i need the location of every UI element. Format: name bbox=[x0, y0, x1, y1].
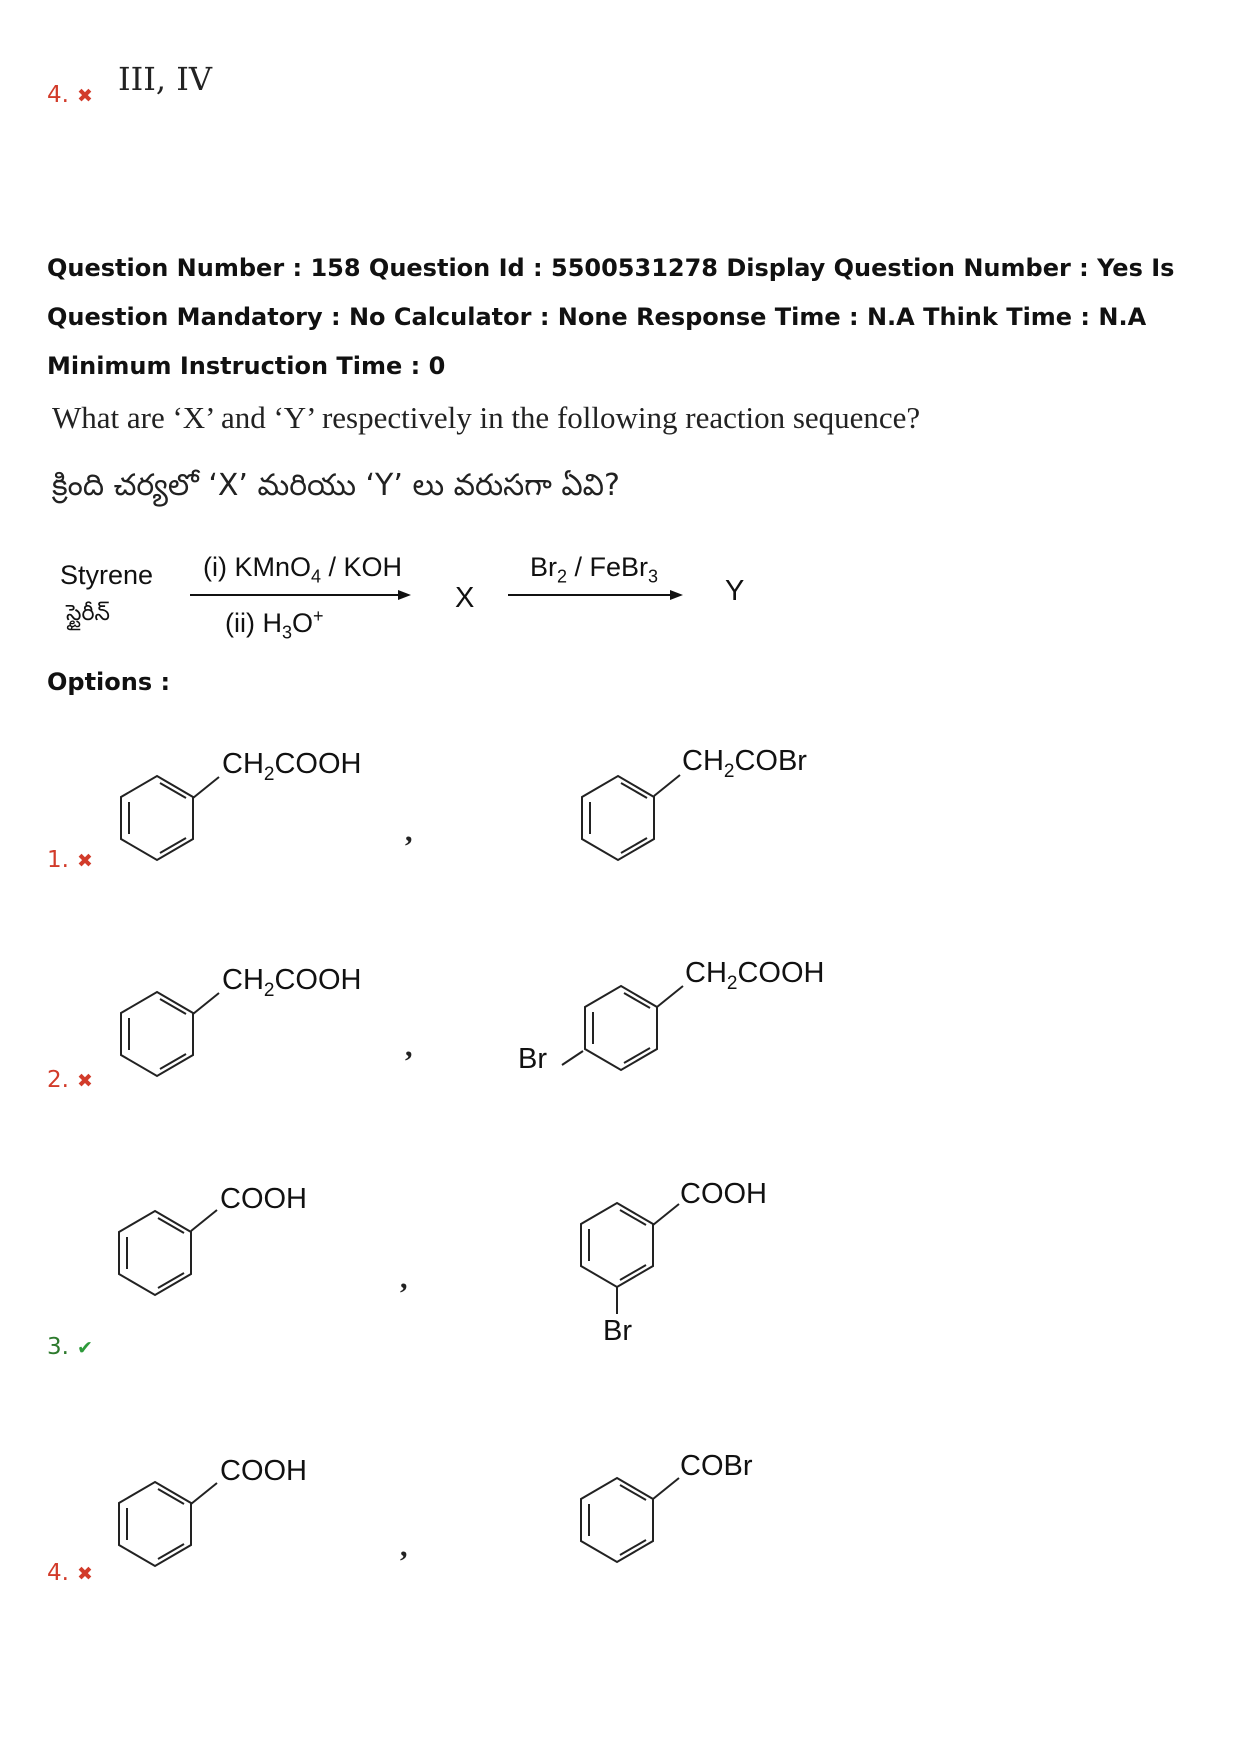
wrong-mark-icon: ✖ bbox=[76, 85, 93, 107]
product-y: Y bbox=[725, 575, 745, 607]
option-1-y-formula: $CH_2COBr$ bbox=[682, 745, 807, 782]
option-1-x-formula: $CH_2COOH$ bbox=[222, 748, 362, 785]
reactant-styrene-telugu: స్టైరీన్ bbox=[66, 600, 110, 625]
wrong-mark-icon: ✖ bbox=[76, 1070, 93, 1092]
wrong-mark-icon: ✖ bbox=[76, 850, 93, 872]
bond-line bbox=[653, 1476, 683, 1502]
bond-line bbox=[654, 773, 684, 799]
question-text-english: What are ‘X’ and ‘Y’ respectively in the following reaction sequence? bbox=[52, 400, 921, 435]
bond-line bbox=[657, 984, 687, 1010]
bond-line bbox=[193, 991, 223, 1017]
option-separator: , bbox=[405, 815, 413, 848]
option-2-label bbox=[47, 1067, 93, 1093]
benzene-ring-icon bbox=[577, 1200, 657, 1290]
option-number: 2. bbox=[47, 1067, 69, 1093]
option-separator: , bbox=[405, 1030, 413, 1063]
benzene-ring-icon bbox=[115, 1208, 195, 1298]
option-3-y-formula: COOH bbox=[680, 1178, 767, 1210]
option-4-label bbox=[47, 1560, 93, 1586]
option-separator: , bbox=[400, 1262, 408, 1295]
step2-reagent: $Br_2$ / FeBr$_3$ bbox=[530, 552, 659, 587]
question-text-telugu: క్రింది చర్యలో ‘X’ మరియు ‘Y’ లు వరుసగా ఏవి? bbox=[52, 468, 620, 503]
benzene-ring-icon bbox=[577, 1475, 657, 1565]
intermediate-x: X bbox=[455, 582, 475, 614]
prev-option-text: III, IV bbox=[118, 60, 213, 98]
option-3-y-substituent: Br bbox=[603, 1315, 632, 1347]
option-1-label bbox=[47, 847, 93, 873]
bond-line bbox=[560, 1047, 586, 1067]
reaction-arrow-2 bbox=[508, 588, 684, 602]
reactant-styrene: Styrene bbox=[60, 560, 154, 590]
bond-line bbox=[191, 1208, 221, 1234]
benzene-ring-icon bbox=[115, 1479, 195, 1569]
options-label: Options : bbox=[47, 668, 171, 696]
step1-reagent-top: (i) KMnO$_4$ / KOH bbox=[203, 552, 403, 587]
bond-line bbox=[193, 775, 223, 801]
step1-reagent-bottom: (ii) $H_3O^+$ bbox=[225, 606, 324, 643]
correct-check-icon: ✔ bbox=[76, 1337, 93, 1359]
option-2-x-formula: $CH_2COOH$ bbox=[222, 964, 362, 1001]
bond-line bbox=[653, 1202, 683, 1228]
question-meta: Question Number : 158 Question Id : 5500531278 Display Question Number : Yes Is Question Mandatory : No Calculator : None Response Time : N.A Think Time : N.A Minimum Instruction Time : 0 bbox=[47, 254, 1175, 380]
benzene-ring-icon bbox=[581, 983, 661, 1073]
option-2-y-substituent: Br bbox=[518, 1043, 547, 1075]
benzene-ring-icon bbox=[117, 989, 197, 1079]
bond-line bbox=[191, 1481, 221, 1507]
wrong-mark-icon: ✖ bbox=[76, 1563, 93, 1585]
bond-line bbox=[614, 1286, 620, 1316]
benzene-ring-icon bbox=[578, 773, 658, 863]
option-number: 1. bbox=[47, 847, 69, 873]
option-2-y-formula: $CH_2COOH$ bbox=[685, 957, 825, 994]
option-separator: , bbox=[400, 1530, 408, 1563]
option-4-x-formula: COOH bbox=[220, 1455, 307, 1487]
option-number: 4. bbox=[47, 1560, 69, 1586]
option-4-y-formula: COBr bbox=[680, 1450, 753, 1482]
option-number: 3. bbox=[47, 1334, 69, 1360]
option-3-label bbox=[47, 1334, 93, 1360]
reaction-arrow-1 bbox=[190, 588, 412, 602]
prev-option-4 bbox=[47, 82, 93, 108]
option-3-x-formula: COOH bbox=[220, 1183, 307, 1215]
option-number: 4. bbox=[47, 82, 69, 108]
benzene-ring-icon bbox=[117, 773, 197, 863]
